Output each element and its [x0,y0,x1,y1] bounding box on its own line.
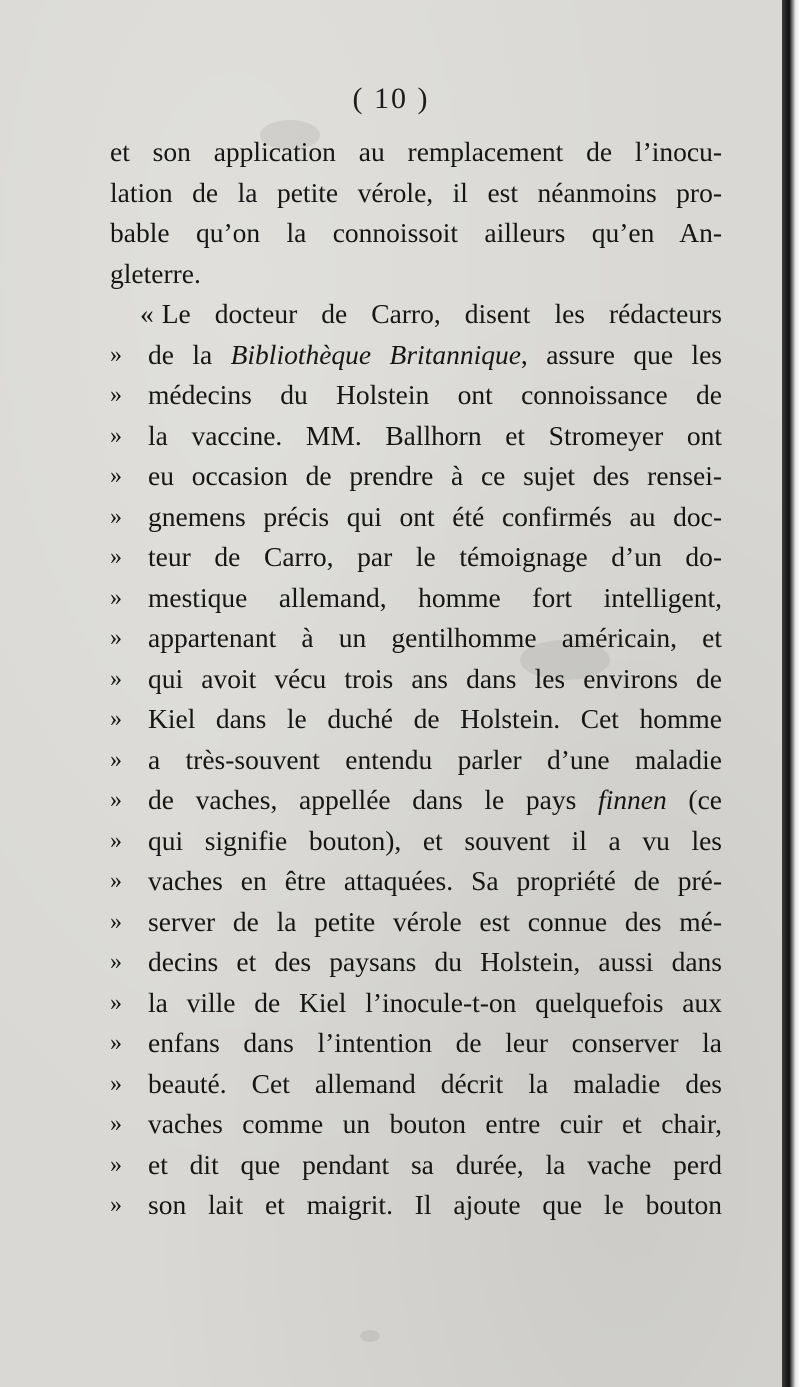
line-text: vaches comme un bouton entre cuir et chair, [148,1108,722,1139]
guillemet-mark: » [110,665,122,692]
line-text: Kiel dans le duché de Holstein. Cet homme [148,703,722,734]
guillemet-mark: » [110,503,122,530]
quoted-line [110,699,722,740]
line-text: de la Bibliothèque Britannique, assure que les [148,338,722,370]
quoted-line [110,497,722,538]
quoted-line [110,375,722,416]
quoted-line [110,1104,722,1145]
guillemet-mark: » [110,341,122,368]
quoted-line [110,537,722,578]
line-text: server de la petite vérole est connue des mé- [148,905,722,937]
quoted-line [110,983,722,1024]
line-text: la vaccine. MM. Ballhorn et Stromeyer ont [148,419,722,451]
line-text: médecins du Holstein ont connoissance de [148,379,722,410]
quoted-line [110,456,722,497]
quoted-line [110,861,722,902]
guillemet-mark: » [110,1111,122,1137]
open-quote-mark: « [140,298,154,329]
guillemet-mark: » [110,989,122,1016]
quoted-line [110,1023,722,1064]
quoted-line [110,578,722,619]
quoted-line [110,902,722,943]
guillemet-mark: » [110,706,122,732]
quoted-line [110,942,722,983]
guillemet-mark: » [110,746,122,773]
guillemet-mark: » [110,1030,122,1056]
guillemet-mark: » [110,868,122,894]
line-text: son lait et maigrit. Il ajoute que le bouton [148,1189,722,1220]
quoted-line [110,821,722,862]
line-text: lation de la petite vérole, il est néanmoins pro- [110,176,722,208]
quoted-line [110,780,722,821]
guillemet-mark: » [110,382,122,408]
text-line [110,173,722,214]
line-text: gleterre. [110,257,201,289]
quoted-line [110,1064,722,1105]
guillemet-mark: » [110,787,122,813]
line-text: vaches en être attaquées. Sa propriété de pré- [148,865,722,896]
line-text: eu occasion de prendre à ce sujet des rensei- [148,460,722,491]
text-line [110,213,722,254]
guillemet-mark: » [110,827,122,854]
line-text: de vaches, appellée dans le pays finnen (ce [148,784,722,815]
line-text: a très-souvent entendu parler d’une maladie [148,743,722,775]
quoted-line [110,1145,722,1186]
guillemet-mark: » [110,422,122,449]
line-text: et dit que pendant sa durée, la vache perd [148,1148,722,1180]
quoted-line [110,1185,722,1226]
guillemet-mark: » [110,463,122,489]
guillemet-mark: » [110,1070,122,1097]
guillemet-mark: » [110,544,122,570]
line-text: enfans dans l’intention de leur conserver la [148,1027,722,1058]
body-text [110,132,722,1226]
quoted-line [110,618,722,659]
guillemet-mark: » [110,1192,122,1218]
text-line [110,294,722,335]
line-text: mestique allemand, homme fort intelligent, [148,581,722,613]
line-text: beauté. Cet allemand décrit la maladie des [148,1067,722,1099]
italic-term: finnen [598,784,667,815]
quoted-line [110,740,722,781]
guillemet-mark: » [110,584,122,611]
line-text: bable qu’on la connoissoit ailleurs qu’en An- [110,217,722,248]
line-text: qui avoit vécu trois ans dans les environs de [148,662,722,694]
line-text: la ville de Kiel l’inocule-t-on quelquefois aux [148,986,722,1018]
guillemet-mark: » [110,625,122,651]
quoted-line [110,335,722,376]
book-spine-shadow [782,0,800,1387]
line-text: gnemens précis qui ont été confirmés au doc- [148,500,722,532]
paper-smudge [360,1330,380,1342]
line-text: decins et des paysans du Holstein, aussi dans [148,946,722,977]
text-line [110,132,722,173]
guillemet-mark: » [110,1151,122,1178]
text-line [110,254,722,295]
quoted-line [110,416,722,457]
line-text: Le docteur de Carro, disent les rédacteurs [161,298,722,329]
guillemet-mark: » [110,949,122,975]
line-text: et son application au remplacement de l’inocu- [110,136,722,167]
quoted-line [110,659,722,700]
line-text: teur de Carro, par le témoignage d’un do- [148,541,722,572]
guillemet-mark: » [110,908,122,935]
line-text: qui signifie bouton), et souvent il a vu les [148,824,722,856]
italic-title: Bibliothèque Britannique [230,338,521,370]
page-number: ( 10 ) [352,82,430,115]
line-text: appartenant à un gentilhomme américain, et [148,622,722,653]
